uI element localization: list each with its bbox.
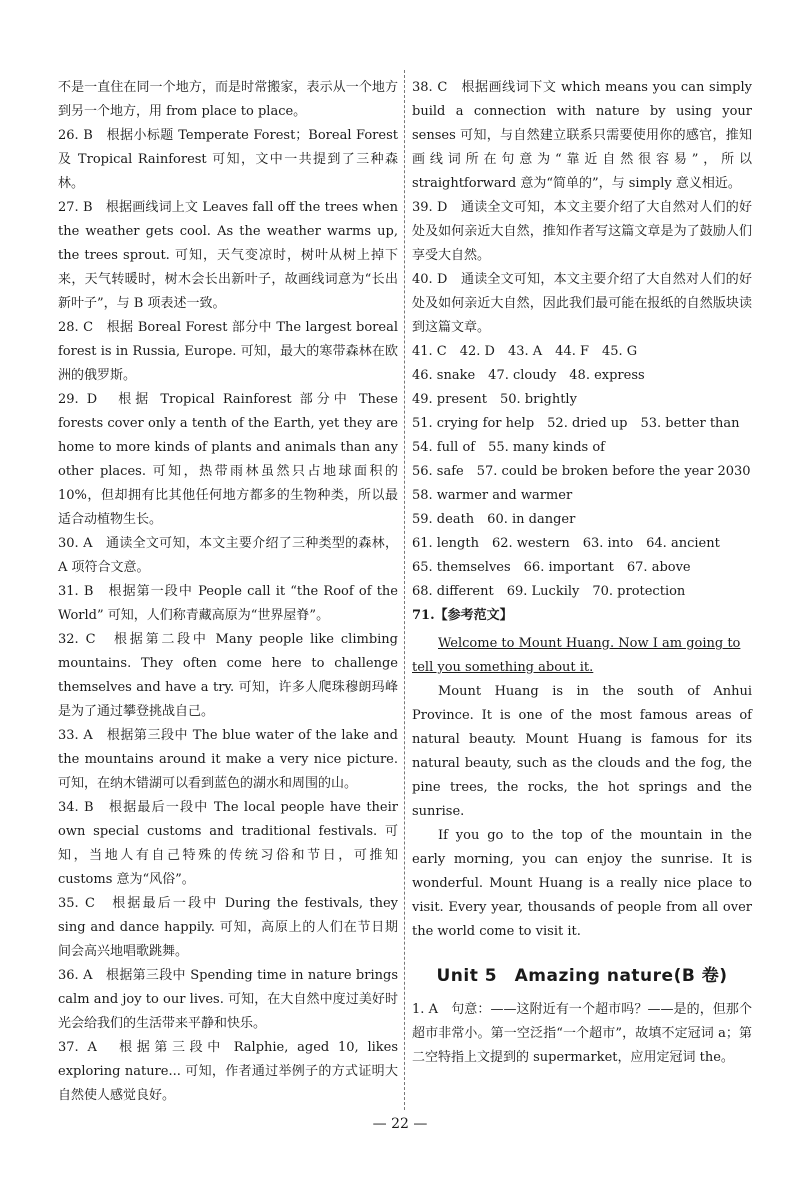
answer-entry-34: 34. B 根据最后一段中 The local people have their own special customs and traditional festivals. 可知，当地人有自己特殊的传统习俗和节日，可推知 customs 意为“风俗”。	[58, 800, 398, 887]
unit-heading: Unit 5 Amazing nature(B 卷)	[436, 966, 728, 986]
answer-line-58: 58. warmer and warmer	[412, 488, 573, 503]
right-column	[412, 76, 752, 1070]
answer-line-61-64: 61. length 62. western 63. into 64. ancient	[412, 536, 720, 551]
answer-entry-38: 38. C 根据画线词下文 which means you can simply build a connection with nature by using your senses 可知，与自然建立联系只需要使用你的感官，推知画线词所在句意为“靠近自然很容易”，所以 straightforward 意为“简单的”，与 simply 意义相近。	[412, 80, 752, 191]
answer-entry-39: 39. D 通读全文可知，本文主要介绍了大自然对人们的好处及如何亲近大自然，推知作者写这篇文章是为了鼓励人们享受大自然。	[412, 200, 752, 263]
answer-entry-30: 30. A 通读全文可知，本文主要介绍了三种类型的森林，A 项符合文意。	[58, 536, 398, 575]
answer-line-65-67: 65. themselves 66. important 67. above	[412, 560, 691, 575]
answer-line-68-70: 68. different 69. Luckily 70. protection	[412, 584, 686, 599]
answer-entry-32: 32. C 根据第二段中 Many people like climbing mountains. They often come here to challenge themselves and have a try. 可知，许多人爬珠穆朗玛峰是为了通过攀登挑战自己。	[58, 632, 398, 719]
answer-line-51-53: 51. crying for help 52. dried up 53. better than	[412, 416, 740, 431]
answer-line-56-57: 56. safe 57. could be broken before the year 2030	[412, 464, 751, 479]
column-divider	[404, 70, 405, 1110]
left-column	[58, 76, 398, 1108]
answer-line-49-50: 49. present 50. brightly	[412, 392, 577, 407]
answer-line-54-55: 54. full of 55. many kinds of	[412, 440, 605, 455]
unit-answer-entry-1: 1. A 句意：——这附近有一个超市吗？——是的，但那个超市非常小。第一空泛指“一个超市”，故填不定冠词 a；第二空特指上文提到的 supermarket，应用定冠词 the。	[412, 1002, 752, 1065]
page-number: — 22 —	[372, 1116, 428, 1132]
answer-entry-29: 29. D 根据 Tropical Rainforest 部分中 These forests cover only a tenth of the Earth, yet they are home to more kinds of plants and animals than any other places. 可知，热带雨林虽然只占地球面积的 10%，但却拥有比其他任何地方都多的生物种类，所以最适合动植物生长。	[58, 392, 398, 527]
sample-essay-paragraph-2: If you go to the top of the mountain in the early morning, you can enjoy the sunrise. It is wonderful. Mount Huang is a really nice place to visit. Every year, thousands of people from all over the world come to visit it.	[412, 828, 752, 939]
answer-entry-36: 36. A 根据第三段中 Spending time in nature brings calm and joy to our lives. 可知，在大自然中度过美好时光会给我们的生活带来平静和快乐。	[58, 968, 398, 1031]
answer-entry-28: 28. C 根据 Boreal Forest 部分中 The largest boreal forest is in Russia, Europe. 可知，最大的寒带森林在欧洲的俄罗斯。	[58, 320, 398, 383]
sample-essay-paragraph-1: Mount Huang is in the south of Anhui Province. It is one of the most famous areas of natural beauty. Mount Huang is famous for its natural beauty, such as the clouds and the fog, the pine trees, the rocks, the hot springs and the sunrise.	[412, 684, 752, 819]
answer-entry-33: 33. A 根据第三段中 The blue water of the lake and the mountains around it make a very nice picture. 可知，在纳木错湖可以看到蓝色的湖水和周围的山。	[58, 728, 398, 791]
sample-essay-title: Welcome to Mount Huang. Now I am going to tell you something about it.	[412, 636, 741, 675]
sample-essay-label: 71.【参考范文】	[412, 608, 513, 623]
answer-line-59-60: 59. death 60. in danger	[412, 512, 576, 527]
answer-entry-27: 27. B 根据画线词上文 Leaves fall off the trees when the weather gets cool. As the weather warms up, the trees sprout. 可知，天气变凉时，树叶从树上掉下来，天气转暖时，树木会长出新叶子，故画线词意为“长出新叶子”，与 B 项表述一致。	[58, 200, 398, 311]
answer-entry-continued: 不是一直住在同一个地方，而是时常搬家，表示从一个地方到另一个地方，用 from place to place。	[58, 80, 398, 119]
answer-entry-37: 37. A 根据第三段中 Ralphie, aged 10, likes exploring nature... 可知，作者通过举例子的方式证明大自然使人感觉良好。	[58, 1040, 398, 1103]
answer-entry-31: 31. B 根据第一段中 People call it “the Roof of the World” 可知，人们称青藏高原为“世界屋脊”。	[58, 584, 398, 623]
answer-line-41-45: 41. C 42. D 43. A 44. F 45. G	[412, 344, 638, 359]
answer-entry-35: 35. C 根据最后一段中 During the festivals, they sing and dance happily. 可知，高原上的人们在节日期间会高兴地唱歌跳舞。	[58, 896, 398, 959]
answer-entry-26: 26. B 根据小标题 Temperate Forest；Boreal Forest 及 Tropical Rainforest 可知，文中一共提到了三种森林。	[58, 128, 398, 191]
answer-entry-40: 40. D 通读全文可知，本文主要介绍了大自然对人们的好处及如何亲近大自然，因此我们最可能在报纸的自然版块读到这篇文章。	[412, 272, 752, 335]
answer-line-46-48: 46. snake 47. cloudy 48. express	[412, 368, 645, 383]
